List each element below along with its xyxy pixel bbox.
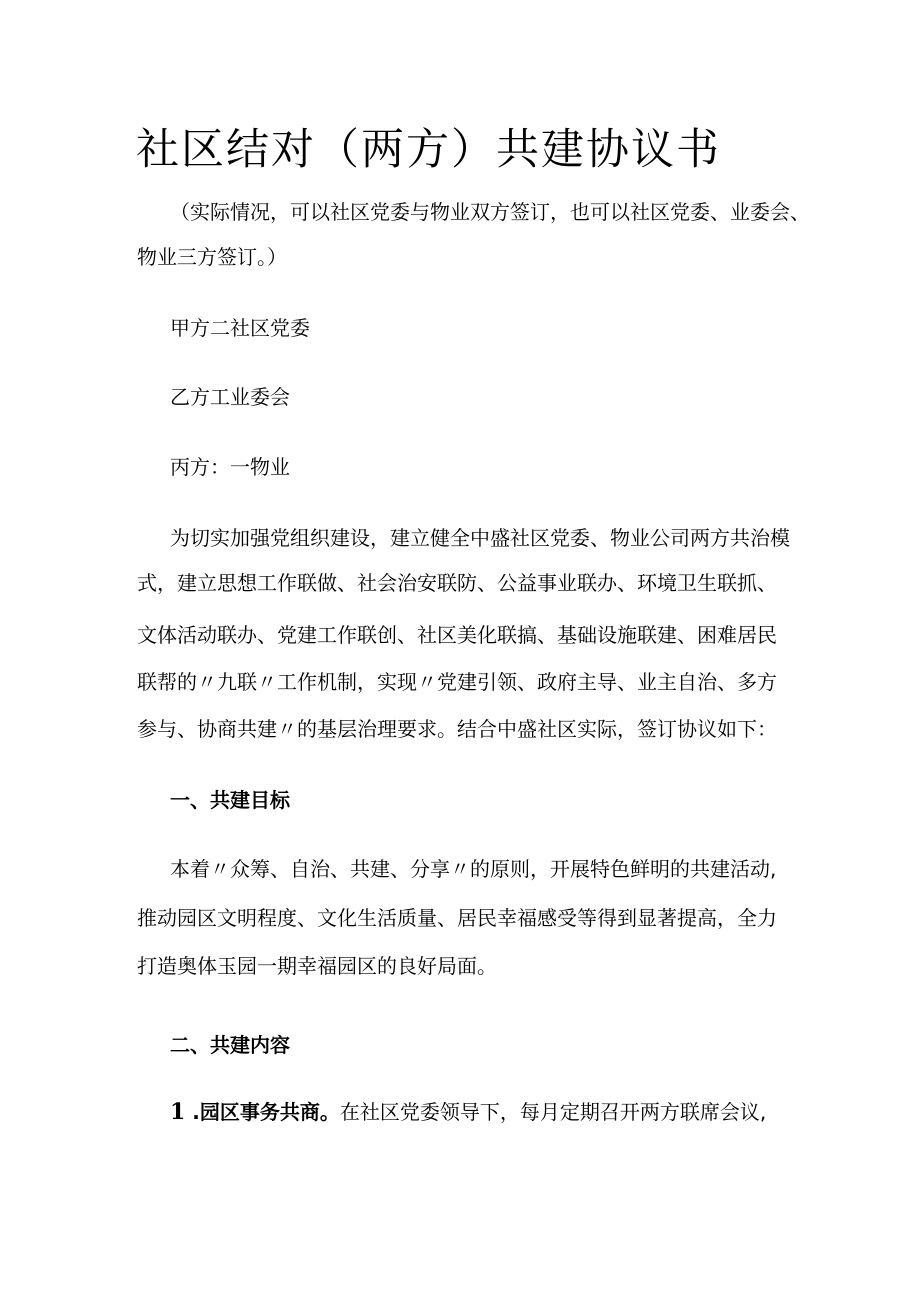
party-b: 乙方工业委会 [170, 385, 290, 409]
section-2-heading: 二、共建内容 [170, 1033, 290, 1057]
section-1-heading: 一、共建目标 [170, 788, 290, 812]
item-lead: 园区事务共商。 [199, 1100, 340, 1124]
item-number: 1 [170, 1099, 186, 1125]
section-1-line-1: 本着〃众筹、自治、共建、分享〃的原则，开展特色鲜明的共建活动, [170, 857, 777, 881]
intro-line-1: 为切实加强党组织建设，建立健全中盛社区党委、物业公司两方共治模 [170, 526, 790, 550]
document-title: 社区结对（两方）共建协议书 [136, 125, 721, 175]
party-a: 甲方二社区党委 [170, 316, 310, 340]
intro-line-5: 参与、协商共建〃的基层治理要求。结合中盛社区实际，签订协议如下： [137, 717, 777, 741]
section-1-line-3: 打造奥体玉园一期幸福园区的良好局面。 [137, 954, 497, 978]
intro-line-3: 文体活动联办、党建工作联创、社区美化联搞、基础设施联建、困难居民 [137, 623, 777, 647]
intro-line-4: 联帮的〃九联〃工作机制，实现〃党建引领、政府主导、业主自治、多方 [137, 670, 777, 694]
item-number-dot: . [185, 1100, 200, 1124]
party-c: 丙方：一物业 [170, 455, 290, 479]
intro-line-2: 式，建立思想工作联做、社会治安联防、公益事业联办、环境卫生联抓、 [137, 571, 777, 595]
note-line-1: （实际情况，可以社区党委与物业双方签订，也可以社区党委、业委会、 [170, 200, 810, 224]
note-line-2: 物业三方签订。） [137, 245, 287, 269]
section-2-item-1 [170, 1098, 766, 1126]
item-text: 在社区党委领导下，每月定期召开两方联席会议, [339, 1100, 767, 1124]
section-1-line-2: 推动园区文明程度、文化生活质量、居民幸福感受等得到显著提高，全力 [137, 906, 777, 930]
